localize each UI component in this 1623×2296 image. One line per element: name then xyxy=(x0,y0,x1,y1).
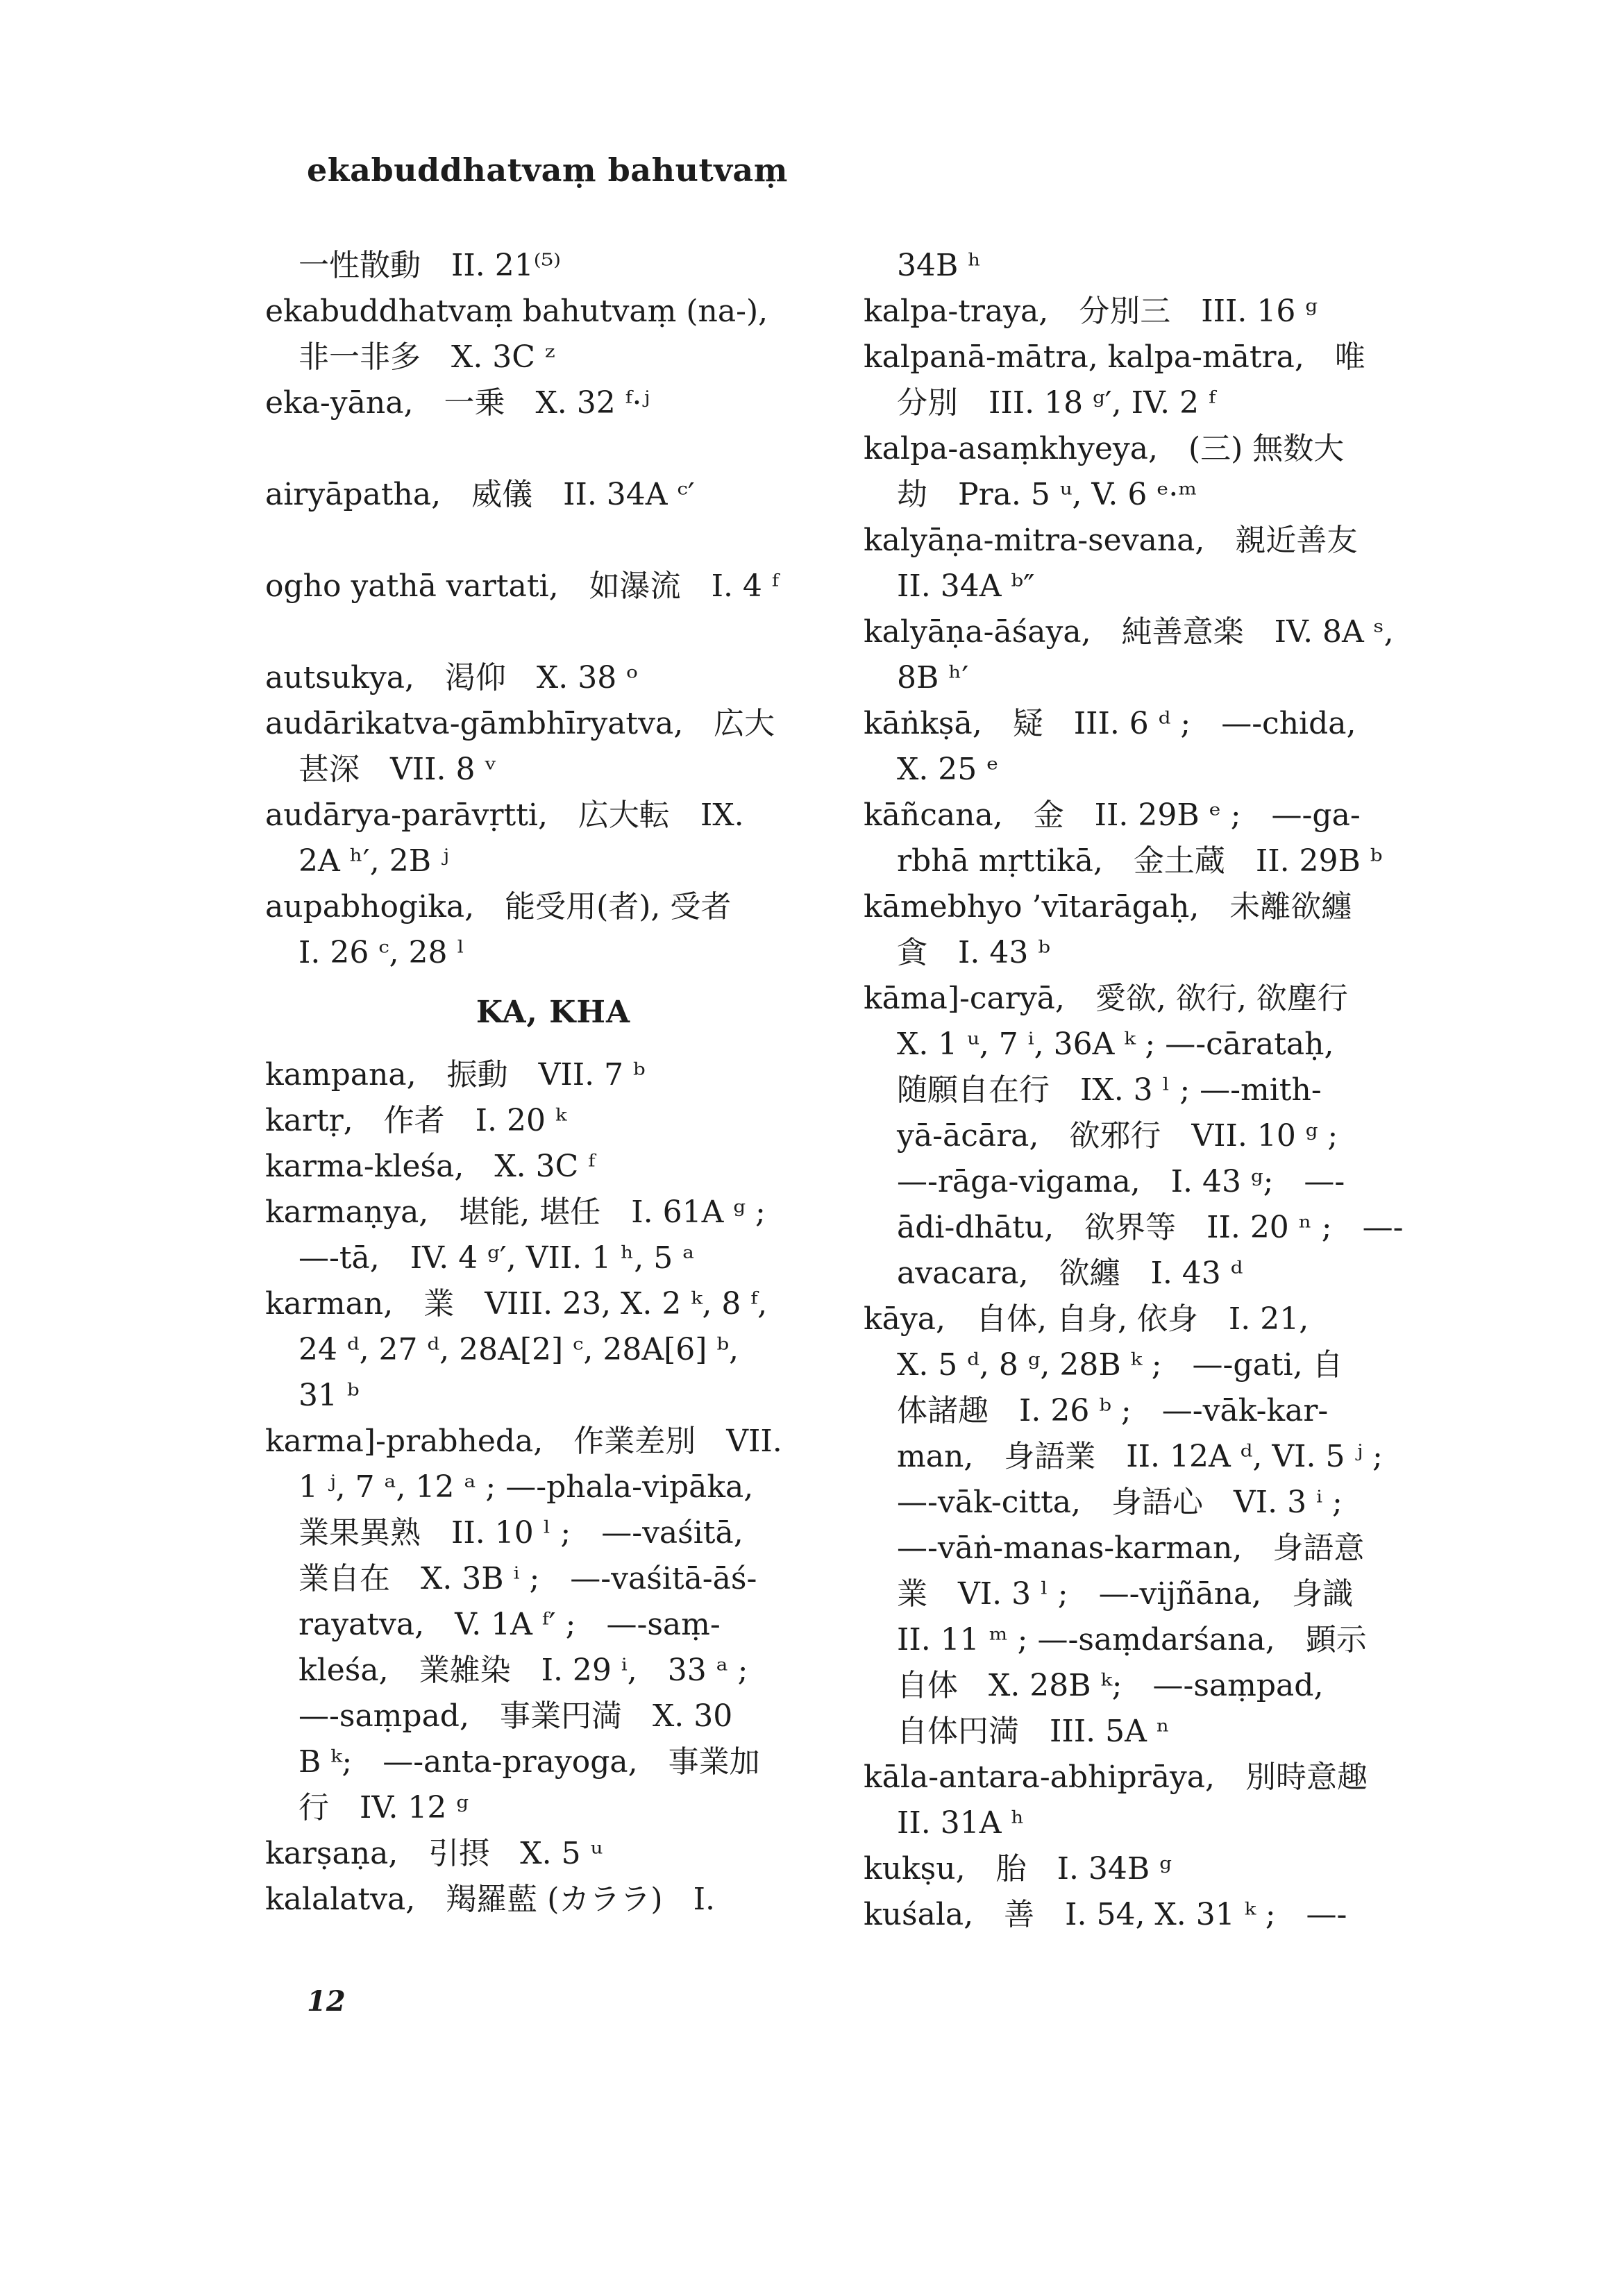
entry-line: ogho yathā vartati, 如瀑流 I. 4 ᶠ xyxy=(265,568,779,604)
entry-continuation: 行 IV. 12 ᵍ xyxy=(298,1790,469,1825)
entry-continuation: —-tā, IV. 4 ᵍ′, VII. 1 ʰ, 5 ᵃ xyxy=(298,1240,695,1276)
entry-line: kāmebhyo ’vītarāgaḥ, 未離欲纏 xyxy=(864,889,1352,925)
entry-continuation: 体諸趣 I. 26 ᵇ ; —-vāk-kar- xyxy=(897,1393,1329,1428)
entry-gap xyxy=(265,518,841,564)
entry-continuation: 業 VI. 3 ˡ ; —-vijñāna, 身識 xyxy=(897,1576,1354,1612)
entry-continuation: 業自在 X. 3B ⁱ ; —-vaśitā-āś- xyxy=(298,1561,757,1596)
entry-continuation: —-saṃpad, 事業円満 X. 30 xyxy=(298,1698,733,1734)
right-column xyxy=(864,243,1440,1938)
entry-continuation: II. 34A ᵇ″ xyxy=(897,568,1035,604)
entry-line: kalyāṇa-mitra-sevana, 親近善友 xyxy=(864,523,1358,558)
entry-continuation: 分別 III. 18 ᵍ′, IV. 2 ᶠ xyxy=(897,385,1216,421)
entry-line: ekabuddhatvaṃ bahutvaṃ (na-), xyxy=(265,294,768,329)
entry-line: kāla-antara-abhiprāya, 別時意趣 xyxy=(864,1759,1368,1795)
entry-continuation: 非一非多 X. 3C ᶻ xyxy=(298,339,555,375)
entry-line: karṣaṇa, 引摂 X. 5 ᵘ xyxy=(265,1836,603,1871)
entry-continuation: ādi-dhātu, 欲界等 II. 20 ⁿ ; —- xyxy=(897,1210,1404,1245)
entry-continuation: 随願自在行 IX. 3 ˡ ; —-mith- xyxy=(897,1072,1322,1108)
entry-continuation: B ᵏ; —-anta-prayoga, 事業加 xyxy=(298,1744,760,1780)
entry-continuation: 一性散動 II. 21⁽⁵⁾ xyxy=(298,248,561,283)
entry-continuation: —-rāga-vigama, I. 43 ᵍ; —- xyxy=(897,1164,1345,1199)
entry-line: kukṣu, 胎 I. 34B ᵍ xyxy=(864,1851,1172,1886)
entry-continuation: —-vāk-citta, 身語心 VI. 3 ⁱ ; xyxy=(897,1485,1343,1520)
entry-continuation: 1 ʲ, 7 ᵃ, 12 ᵃ ; —-phala-vipāka, xyxy=(298,1469,754,1505)
entry-continuation: 自体円満 III. 5A ⁿ xyxy=(897,1714,1170,1749)
entry-continuation: man, 身語業 II. 12A ᵈ, VI. 5 ʲ ; xyxy=(897,1439,1383,1474)
entry-line: kalyāṇa-āśaya, 純善意楽 IV. 8A ˢ, xyxy=(864,614,1394,650)
entry-continuation: 劫 Pra. 5 ᵘ, V. 6 ᵉ·ᵐ xyxy=(897,477,1197,512)
entry-line: karman, 業 VIII. 23, X. 2 ᵏ, 8 ᶠ, xyxy=(265,1286,768,1322)
entry-line: airyāpatha, 威儀 II. 34A ᶜ′ xyxy=(265,477,695,512)
entry-line: karma]-prabheda, 作業差別 VII. xyxy=(265,1424,782,1459)
entry-continuation: kleśa, 業雑染 I. 29 ⁱ, 33 ᵃ ; xyxy=(298,1653,748,1688)
entry-continuation: 8B ʰ′ xyxy=(897,660,969,695)
entry-continuation: II. 11 ᵐ ; —-saṃdarśana, 顕示 xyxy=(897,1622,1367,1657)
entry-line: kampana, 振動 VII. 7 ᵇ xyxy=(265,1057,646,1092)
entry-line: audārikatva-gāmbhīryatva, 広大 xyxy=(265,706,775,741)
entry-line: kartṛ, 作者 I. 20 ᵏ xyxy=(265,1103,567,1138)
entry-continuation: 甚深 VII. 8 ᵛ xyxy=(298,752,496,787)
entry-continuation: 31 ᵇ xyxy=(298,1378,360,1413)
entry-line: kāñcana, 金 II. 29B ᵉ ; —-ga- xyxy=(864,797,1361,833)
entry-gap xyxy=(265,609,841,655)
entry-line: audārya-parāvṛtti, 広大転 IX. xyxy=(265,797,744,833)
entry-continuation: 自体 X. 28B ᵏ; —-saṃpad, xyxy=(897,1668,1324,1703)
entry-continuation: 34B ʰ xyxy=(897,248,982,283)
entry-continuation: X. 25 ᵉ xyxy=(897,752,999,787)
entry-line: eka-yāna, 一乗 X. 32 ᶠ·ʲ xyxy=(265,385,650,421)
entry-line: kalalatva, 羯羅藍 (カララ) I. xyxy=(265,1882,715,1917)
entry-continuation: —-vāṅ-manas-karman, 身語意 xyxy=(897,1530,1365,1566)
entry-line: karma-kleśa, X. 3C ᶠ xyxy=(265,1149,596,1184)
section-heading: KA, KHA xyxy=(476,995,631,1030)
entry-continuation: rayatva, V. 1A ᶠ′ ; —-saṃ- xyxy=(298,1607,721,1642)
entry-continuation: 24 ᵈ, 27 ᵈ, 28A[2] ᶜ, 28A[6] ᵇ, xyxy=(298,1332,739,1367)
page-number: 12 xyxy=(307,1985,346,2018)
entry-continuation: 貪 I. 43 ᵇ xyxy=(897,935,1050,970)
running-head: ekabuddhatvaṃ bahutvaṃ xyxy=(307,151,788,189)
entry-gap xyxy=(265,426,841,472)
entry-line: autsukya, 渇仰 X. 38 ᵒ xyxy=(265,660,639,695)
entry-continuation: X. 1 ᵘ, 7 ⁱ, 36A ᵏ ; —-cārataḥ, xyxy=(897,1027,1334,1062)
entry-line: kāya, 自体, 自身, 依身 I. 21, xyxy=(864,1301,1309,1337)
entry-continuation: 業果異熟 II. 10 ˡ ; —-vaśitā, xyxy=(298,1515,743,1551)
entry-continuation: avacara, 欲纏 I. 43 ᵈ xyxy=(897,1256,1243,1291)
entry-continuation: yā-ācāra, 欲邪行 VII. 10 ᵍ ; xyxy=(897,1118,1338,1154)
entry-line: aupabhogika, 能受用(者), 受者 xyxy=(265,889,732,925)
entry-line: kalpa-traya, 分別三 III. 16 ᵍ xyxy=(864,294,1318,329)
entry-line: kāṅkṣā, 疑 III. 6 ᵈ ; —-chida, xyxy=(864,706,1356,741)
entry-continuation: X. 5 ᵈ, 8 ᵍ, 28B ᵏ ; —-gati, 自 xyxy=(897,1347,1343,1383)
entry-continuation: rbhā mṛttikā, 金土蔵 II. 29B ᵇ xyxy=(897,843,1383,879)
entry-line: karmaṇya, 堪能, 堪任 I. 61A ᵍ ; xyxy=(265,1195,766,1230)
entry-continuation: 2A ʰ′, 2B ʲ xyxy=(298,843,449,879)
entry-line: kalpa-asaṃkhyeya, (三) 無数大 xyxy=(864,431,1345,466)
left-column xyxy=(265,243,841,1923)
entry-line: kuśala, 善 I. 54, X. 31 ᵏ ; —- xyxy=(864,1897,1347,1932)
entry-line: kāma]-caryā, 愛欲, 欲行, 欲塵行 xyxy=(864,981,1348,1016)
entry-continuation: I. 26 ᶜ, 28 ˡ xyxy=(298,935,465,970)
entry-continuation: II. 31A ʰ xyxy=(897,1805,1025,1841)
entry-line: kalpanā-mātra, kalpa-mātra, 唯 xyxy=(864,339,1365,375)
